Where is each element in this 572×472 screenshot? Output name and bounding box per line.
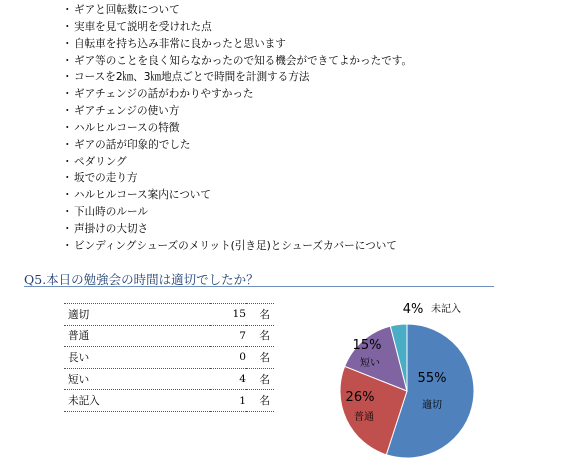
bullet-mark: ・: [62, 121, 73, 134]
bullet-mark: ・: [62, 105, 73, 118]
answer-count: 7: [210, 325, 246, 347]
bullet-mark: ・: [62, 172, 73, 185]
bullet-mark: ・: [62, 88, 73, 101]
slice-category-label: 普通: [354, 412, 374, 423]
list-item-text: ペダリング: [74, 155, 127, 168]
answer-label: 普通: [64, 325, 210, 347]
bullet-mark: ・: [62, 222, 73, 235]
answer-unit: 名: [246, 325, 274, 347]
slice-percent-label: 4%: [402, 302, 424, 317]
bullet-mark: ・: [62, 4, 73, 16]
slice-category-label: 適切: [422, 400, 442, 411]
bullet-mark: ・: [62, 37, 73, 50]
bullet-mark: ・: [62, 20, 73, 33]
list-item-text: ギアの話が印象的でした: [74, 138, 191, 151]
answer-unit: 名: [246, 347, 274, 369]
answer-label: 適切: [64, 304, 210, 326]
list-item-text: ギア等のことを良く知らなかったので知る機会ができてよかったです。: [74, 54, 413, 67]
question-title: Q5.本日の勉強会の時間は適切でしたか？: [24, 272, 259, 287]
answer-count: 4: [210, 368, 246, 390]
bullet-mark: ・: [62, 155, 73, 168]
answer-unit: 名: [246, 368, 274, 390]
slice-percent-label: 15%: [352, 338, 382, 353]
list-item-text: ビンディングシューズのメリット(引き足)とシューズカバーについて: [74, 239, 397, 252]
list-item-text: 自転車を持ち込み非常に良かったと思います: [74, 37, 286, 50]
slice-percent-label: 26%: [345, 390, 375, 405]
bullet-mark: ・: [62, 138, 73, 151]
answer-label: 短い: [64, 368, 210, 390]
answer-unit: 名: [246, 390, 274, 412]
bullet-mark: ・: [62, 206, 73, 219]
list-item-text: 声掛けの大切さ: [74, 222, 149, 235]
list-item-text: ギアチェンジの使い方: [74, 105, 180, 118]
list-item-text: ハルヒルコース案内について: [74, 189, 211, 202]
answer-label: 長い: [64, 347, 210, 369]
slice-category-label: 未記入: [431, 304, 461, 315]
bullet-mark: ・: [62, 239, 73, 252]
bullet-mark: ・: [62, 54, 73, 67]
list-item-text: ギアチェンジの話がわかりやすかった: [74, 88, 254, 101]
list-item-text: ハルヒルコースの特徴: [74, 121, 180, 134]
list-item-text: 坂での走り方: [74, 172, 138, 185]
list-item-text: 下山時のルール: [74, 206, 148, 219]
list-item-text: コースを2㎞、3㎞地点ごとで時間を計測する方法: [74, 71, 310, 84]
slice-percent-label: 55%: [417, 371, 447, 386]
slice-category-label: 短い: [360, 358, 380, 369]
bullet-mark: ・: [62, 71, 73, 84]
bullet-mark: ・: [62, 189, 73, 202]
answer-unit: 名: [246, 304, 274, 326]
answer-count: 1: [210, 390, 246, 412]
answer-count: 0: [210, 347, 246, 369]
list-item-text: 実車を見て説明を受けれた点: [74, 20, 212, 33]
answer-count: 15: [210, 304, 246, 326]
answer-label: 未記入: [64, 390, 210, 412]
list-item-text: ギアと回転数について: [74, 4, 180, 16]
